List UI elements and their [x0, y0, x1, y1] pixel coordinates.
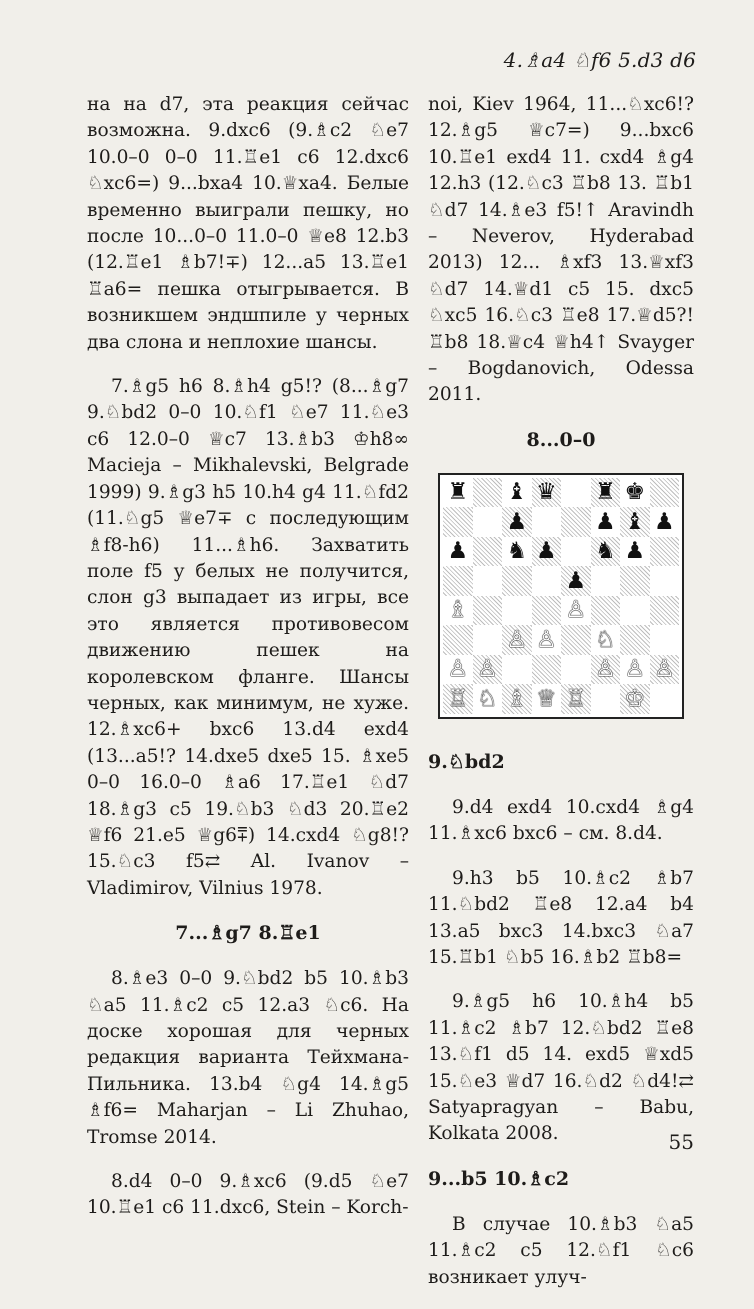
board-square: ♙ — [591, 655, 621, 685]
board-square: ♘ — [473, 684, 503, 714]
board-square: ♜ — [591, 478, 621, 508]
board-square — [620, 566, 650, 596]
board-square — [502, 566, 532, 596]
move-heading: 7...♗g7 8.♖e1 — [175, 922, 321, 945]
board-square — [561, 478, 591, 508]
board-square: ♙ — [532, 625, 562, 655]
board-square — [473, 537, 503, 567]
board-square: ♗ — [502, 684, 532, 714]
board-square — [473, 507, 503, 537]
board-square: ♔ — [620, 684, 650, 714]
board-square — [473, 596, 503, 626]
board-square — [561, 625, 591, 655]
board-square — [443, 507, 473, 537]
annotation-paragraph: 9.h3 b5 10.♗c2 ♗b7 11.♘bd2 ♖e8 12.a4 b4 13.a5 bxc3 14.bxc3 ♘a7 15.♖b1 ♘b5 16.♗b2 ♖b8= — [428, 867, 694, 968]
board-square — [502, 655, 532, 685]
board-square — [591, 566, 621, 596]
board-square — [561, 537, 591, 567]
chess-diagram — [438, 473, 684, 719]
board-square: ♟ — [532, 537, 562, 567]
board-square — [532, 566, 562, 596]
board-square: ♙ — [443, 655, 473, 685]
move-heading: 8...0–0 — [526, 428, 596, 451]
board-square — [650, 625, 680, 655]
move-heading: 9...b5 10.♗c2 — [428, 1167, 570, 1190]
board-square — [502, 596, 532, 626]
annotation-paragraph: 7.♗g5 h6 8.♗h4 g5!? (8...♗g7 9.♘bd2 0–0 10.♘f1 ♘e7 11.♘e3 c6 12.0–0 ♕c7 13.♗b3 ♔h8∞ Macieja – Mikhalevski, Belgrade 1999) 9.♗g3 h5 10.h4 g4 11.♘fd2 (11.♘g5 ♕e7∓ с последующим ♗f8-h6) 11...♗h6. Захватить поле f5 у белых не получится, слон g3 выпадает из игры, все это является противовесом движению пешек на королевском фланге. Шансы черных, как минимум, не хуже. 12.♗xc6+ bxc6 13.d4 exd4 (13...a5!? 14.dxe5 dxe5 15. ♗xe5 0–0 16.0–0 ♗a6 17.♖e1 ♘d7 18.♗g3 c5 19.♘b3 ♘d3 20.♖e2 ♕f6 21.e5 ♕g6⩱) 14.cxd4 ♘g8!? 15.♘c3 f5⇄ Al. Ivanov – Vladimirov, Vilnius 1978. — [87, 376, 409, 899]
right-column — [428, 92, 694, 1309]
board-square: ♙ — [473, 655, 503, 685]
board-square: ♟ — [561, 566, 591, 596]
board-square: ♗ — [443, 596, 473, 626]
chess-board — [443, 478, 679, 714]
board-square: ♖ — [561, 684, 591, 714]
board-square — [650, 537, 680, 567]
board-square — [532, 596, 562, 626]
board-square: ♟ — [502, 507, 532, 537]
board-square: ♙ — [502, 625, 532, 655]
board-square — [650, 596, 680, 626]
board-square: ♖ — [443, 684, 473, 714]
annotation-paragraph: 9.♗g5 h6 10.♗h4 b5 11.♗c2 ♗b7 12.♘bd2 ♖e8 13.♘f1 d5 14. exd5 ♕xd5 15.♘e3 ♕d7 16.♘d2 ♘d4!⇄ Satyapragyan – Babu, Kolkata 2008. — [428, 991, 694, 1145]
board-square: ♞ — [502, 537, 532, 567]
board-square — [591, 596, 621, 626]
board-square: ♟ — [443, 537, 473, 567]
annotation-paragraph: 8.♗e3 0–0 9.♘bd2 b5 10.♗b3 ♘a5 11.♗c2 c5 12.a3 ♘c6. На доске хорошая для черных редакция варианта Тейхмана-Пильника. 13.b4 ♘g4 14.♗g5 ♗f6= Maharjan – Li Zhuhao, Tromse 2014. — [87, 968, 409, 1148]
board-square — [591, 684, 621, 714]
board-square: ♟ — [591, 507, 621, 537]
board-square — [561, 507, 591, 537]
board-square: ♘ — [591, 625, 621, 655]
board-square: ♟ — [620, 537, 650, 567]
board-square — [443, 566, 473, 596]
board-square: ♝ — [502, 478, 532, 508]
board-square — [561, 655, 591, 685]
board-square — [532, 507, 562, 537]
running-header: 4.♗a4 ♘f6 5.d3 d6 — [503, 48, 696, 72]
board-square: ♚ — [620, 478, 650, 508]
board-square — [620, 596, 650, 626]
annotation-paragraph: В случае 10.♗b3 ♘a5 11.♗c2 c5 12.♘f1 ♘c6 возникает улуч- — [428, 1213, 694, 1288]
board-square: ♟ — [650, 507, 680, 537]
board-square: ♞ — [591, 537, 621, 567]
board-square: ♕ — [532, 684, 562, 714]
annotation-paragraph: 9.d4 exd4 10.cxd4 ♗g4 11.♗xc6 bxc6 – см. 8.d4. — [428, 796, 694, 845]
board-square — [650, 684, 680, 714]
board-square — [473, 566, 503, 596]
board-square: ♜ — [443, 478, 473, 508]
board-square: ♙ — [561, 596, 591, 626]
board-square — [443, 625, 473, 655]
move-heading: 9.♘bd2 — [428, 750, 505, 773]
left-column — [87, 92, 409, 1240]
board-square: ♙ — [620, 655, 650, 685]
annotation-paragraph: на на d7, эта реакция сейчас возможна. 9.dxc6 (9.♗c2 ♘e7 10.0–0 0–0 11.♖e1 c6 12.dxc6 ♘xc6=) 9...bxa4 10.♕xa4. Белые временно выиграли пешку, но после 10...0–0 11.0–0 ♕e8 12.b3 (12.♖e1 ♗b7!∓) 12...a5 13.♖e1 ♖a6= пешка отыгрывается. В возникшем эндшпиле у черных два слона и неплохие шансы. — [87, 94, 409, 353]
board-square — [473, 625, 503, 655]
annotation-paragraph: 8.d4 0–0 9.♗xc6 (9.d5 ♘e7 10.♖e1 c6 11.dxc6, Stein – Korch- — [87, 1171, 409, 1219]
board-square: ♝ — [620, 507, 650, 537]
board-square — [650, 478, 680, 508]
board-square: ♙ — [650, 655, 680, 685]
board-square — [532, 655, 562, 685]
board-square — [620, 625, 650, 655]
board-square — [650, 566, 680, 596]
board-square — [473, 478, 503, 508]
board-square: ♛ — [532, 478, 562, 508]
annotation-paragraph: noi, Kiev 1964, 11...♘xc6!? 12.♗g5 ♕c7=) 9...bxc6 10.♖e1 exd4 11. cxd4 ♗g4 12.h3 (12.♘c3 ♖b8 13. ♖b1 ♘d7 14.♗e3 f5!↑ Aravindh – Neverov, Hyderabad 2013) 12... ♗xf3 13.♕xf3 ♘d7 14.♕d1 c5 15. dxc5 ♘xc5 16.♘c3 ♖e8 17.♕d5?! ♖b8 18.♕c4 ♕h4↑ Svayger – Bogdanovich, Odessa 2011. — [428, 94, 694, 406]
page-number: 55 — [668, 1130, 694, 1154]
